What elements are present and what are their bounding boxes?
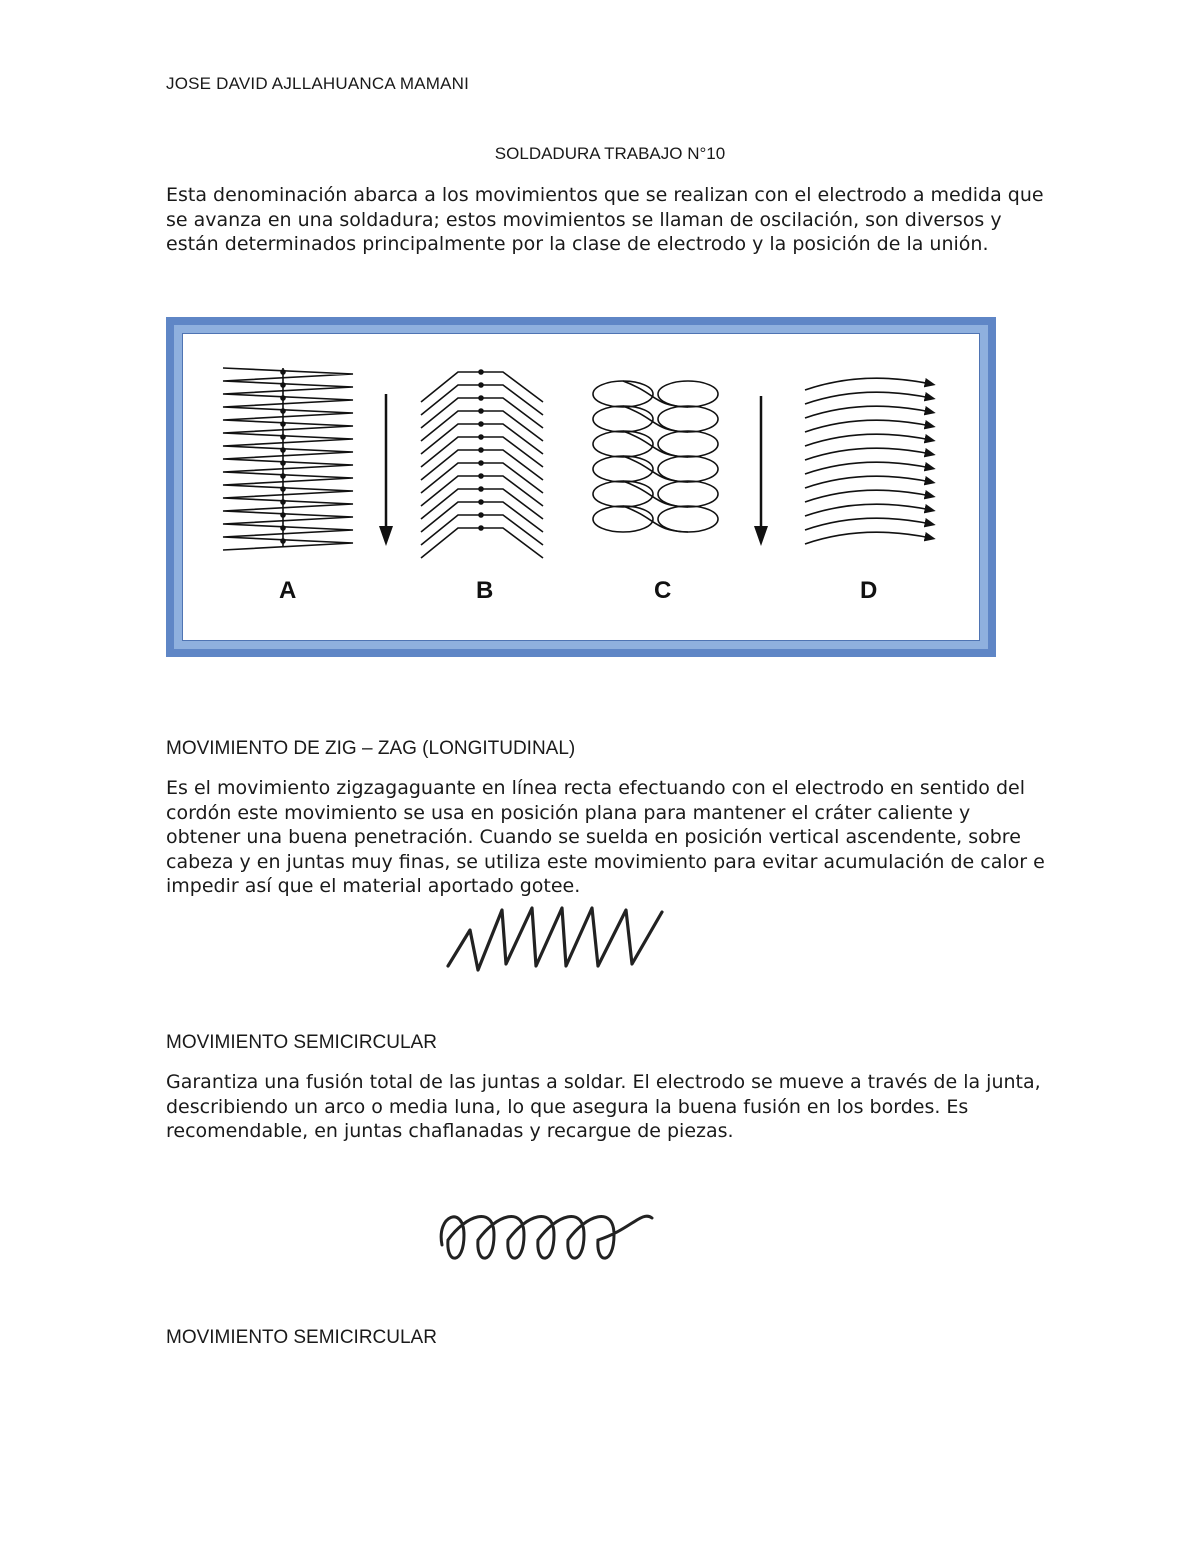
oscillation-patterns-figure <box>166 317 996 657</box>
author-name: JOSE DAVID AJLLAHUANCA MAMANI <box>166 74 470 93</box>
zigzag-sketch <box>440 900 680 980</box>
figure-label-b: B <box>476 577 494 604</box>
section-heading-zigzag: MOVIMIENTO DE ZIG – ZAG (LONGITUDINAL) <box>166 738 576 759</box>
section-heading-semicircular-2: MOVIMIENTO SEMICIRCULAR <box>166 1327 437 1348</box>
arrow-down-icon <box>754 526 768 546</box>
section-body-zigzag: Es el movimiento zigzagaguante en línea recta efectuando con el electrodo en sentido del cordón este movimiento se usa en posición plana para mantener el cráter caliente y obtener una buena penetración. Cuando se suelda en posición vertical ascendente, sobre cabeza y en juntas muy finas, se utiliza este movimiento para evitar acumulación de calor e impedir así que el material aportado gotee. <box>166 777 1045 897</box>
arrow-down-icon <box>379 526 393 546</box>
figure-label-d: D <box>860 577 878 604</box>
pattern-c-loops <box>593 381 718 532</box>
section-body-semicircular: Garantiza una fusión total de las juntas a soldar. El electrodo se mueve a través de la junta, describiendo un arco o media luna, lo que asegura la buena fusión en los bordes. Es recomendable, en juntas chaflanadas y recargue de piezas. <box>166 1071 1041 1142</box>
pattern-d-arcs <box>805 378 931 544</box>
pattern-b-chevrons <box>421 370 543 558</box>
figure-label-a: A <box>279 577 297 604</box>
intro-paragraph: Esta denominación abarca a los movimientos que se realizan con el electrodo a medida que se avanza en una soldadura; estos movimientos se llaman de oscilación, son diversos y están determinados principalmente por la clase de electrodo y la posición de la unión. <box>166 184 1044 255</box>
semicircular-sketch <box>430 1190 670 1280</box>
document-title: SOLDADURA TRABAJO N°10 <box>494 144 726 163</box>
pattern-a-zigzag <box>223 368 353 550</box>
section-heading-semicircular: MOVIMIENTO SEMICIRCULAR <box>166 1032 437 1053</box>
figure-label-c: C <box>654 577 672 604</box>
